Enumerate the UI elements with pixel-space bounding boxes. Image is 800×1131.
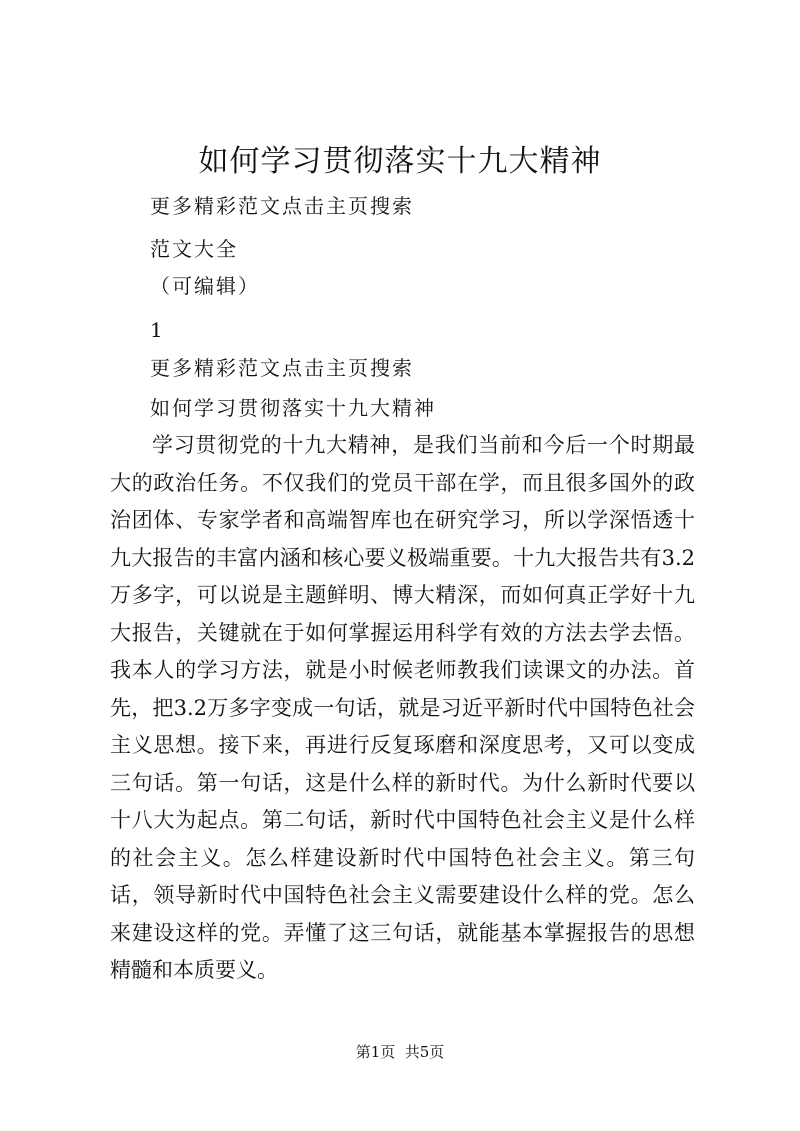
page-footer: 第1页 共5页	[355, 1043, 445, 1061]
section-number: 1	[150, 318, 165, 342]
promo-line: 更多精彩范文点击主页搜索	[150, 194, 414, 218]
document-title: 如何学习贯彻落实十九大精神	[198, 144, 602, 179]
article-heading: 如何学习贯彻落实十九大精神	[150, 396, 436, 420]
editable-note: （可编辑）	[150, 274, 260, 298]
body-paragraph: 学习贯彻党的十九大精神，是我们当前和今后一个时期最大的政治任务。不仅我们的党员干部在学，而且很多国外的政治团体、专家学者和高端智库也在研究学习，所以学深悟透十九大报告的丰富内涵和核心要义极端重要。十九大报告共有3.2万多字，可以说是主题鲜明、博大精深，而如何真正学好十九大报告，关键就在于如何掌握运用科学有效的方法去学去悟。我本人的学习方法，就是小时候老师教我们读课文的办法。首先，把3.2万多字变成一句话，就是习近平新时代中国特色社会主义思想。接下来，再进行反复琢磨和深度思考，又可以变成三句话。第一句话，这是什么样的新时代。为什么新时代要以十八大为起点。第二句话，新时代中国特色社会主义是什么样的社会主义。怎么样建设新时代中国特色社会主义。第三句话，领导新时代中国特色社会主义需要建设什么样的党。怎么来建设这样的党。弄懂了这三句话，就能基本掌握报告的思想精髓和本质要义。	[110, 433, 695, 982]
category-line: 范文大全	[150, 237, 238, 261]
promo-line-repeat: 更多精彩范文点击主页搜索	[150, 356, 414, 380]
